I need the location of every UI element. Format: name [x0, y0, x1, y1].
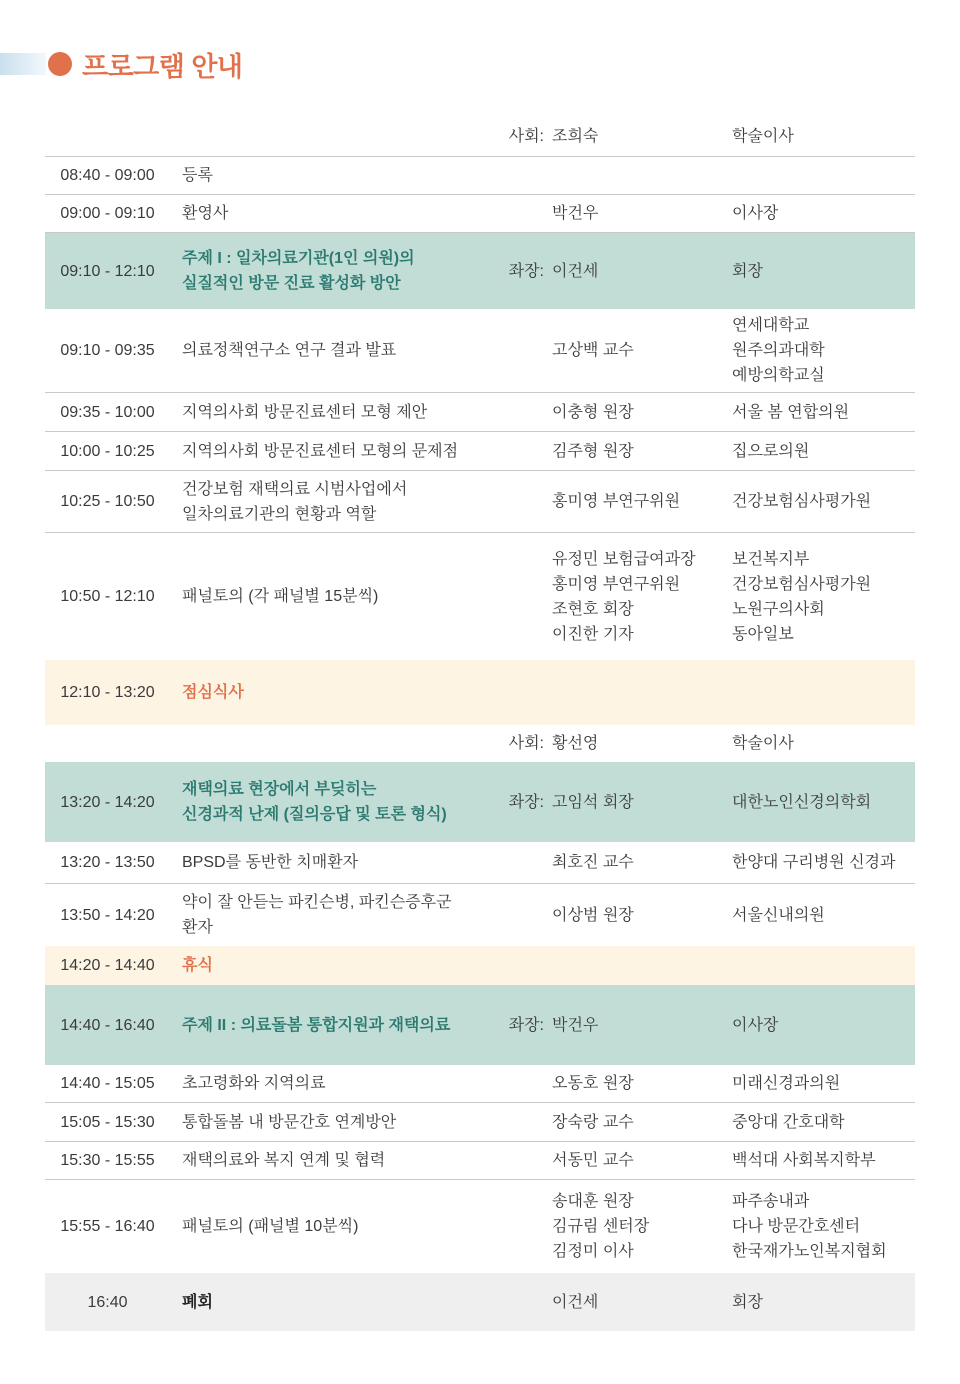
title-cell-text: 일차의료기관의 현황과 역할 — [182, 505, 377, 523]
role-cell-text: 사회: — [508, 128, 544, 145]
affils-cell — [732, 1110, 915, 1135]
time-cell-text: 14:20 - 14:40 — [60, 957, 155, 974]
title-cell — [170, 1013, 497, 1038]
names-cell-text: 박건우 — [552, 205, 599, 222]
names-cell-text: 장숙랑 교수 — [552, 1113, 634, 1131]
time-cell — [45, 1214, 170, 1239]
schedule-row — [45, 1273, 915, 1331]
title-cell-text: 건강보험 재택의료 시범사업에서 — [182, 480, 408, 498]
affils-cell — [732, 489, 915, 514]
title-cell — [170, 890, 497, 940]
schedule-row — [45, 471, 915, 533]
affils-cell-text: 동아일보 — [732, 625, 794, 643]
affils-cell-text: 건강보험심사평가원 — [732, 575, 872, 593]
schedule-row — [45, 1103, 915, 1142]
schedule-row — [45, 1065, 915, 1103]
names-cell — [552, 1189, 732, 1264]
affils-cell-text: 백석대 사회복지학부 — [732, 1152, 876, 1169]
names-cell — [552, 731, 732, 756]
title-cell — [170, 163, 497, 188]
time-cell — [45, 1290, 170, 1315]
affils-cell-text: 서울 봄 연합의원 — [732, 403, 850, 421]
affils-cell — [732, 903, 915, 928]
affils-cell — [732, 1290, 915, 1315]
affils-cell — [732, 731, 915, 756]
role-cell-text: 좌장: — [508, 1016, 544, 1034]
title-cell-text: 통합돌봄 내 방문간호 연계방안 — [182, 1113, 397, 1131]
names-cell-text: 오동호 원장 — [552, 1075, 634, 1092]
schedule-row — [45, 393, 915, 432]
title-cell-text: 신경과적 난제 (질의응답 및 토론 형식) — [182, 806, 447, 823]
affils-cell — [732, 1148, 915, 1173]
time-cell — [45, 400, 170, 425]
affils-cell — [732, 313, 915, 388]
affils-cell-text: 파주송내과 — [732, 1193, 810, 1210]
names-cell-text: 박건우 — [552, 1016, 599, 1034]
role-cell — [497, 1013, 552, 1038]
time-cell-text: 10:00 - 10:25 — [60, 442, 155, 460]
time-cell — [45, 584, 170, 609]
time-cell — [45, 850, 170, 875]
role-cell-text: 사회: — [508, 735, 544, 752]
names-cell-text: 조희숙 — [552, 128, 599, 145]
affils-cell-text: 미래신경과의원 — [732, 1075, 841, 1092]
names-cell — [552, 1148, 732, 1173]
time-cell-text: 14:40 - 16:40 — [60, 1016, 155, 1034]
time-cell-text: 10:25 - 10:50 — [60, 493, 155, 510]
time-cell-text: 13:50 - 14:20 — [60, 906, 155, 924]
names-cell-text: 조현호 회장 — [552, 600, 634, 618]
time-cell — [45, 338, 170, 363]
time-cell-text: 09:10 - 09:35 — [60, 342, 155, 359]
affils-cell-text: 회장 — [732, 1293, 763, 1311]
affils-cell — [732, 400, 915, 425]
affils-cell — [732, 201, 915, 226]
names-cell — [552, 259, 732, 284]
affils-cell-text: 서울신내의원 — [732, 906, 825, 924]
names-cell-text: 이진한 기자 — [552, 625, 634, 643]
time-cell-text: 13:20 - 13:50 — [60, 854, 155, 871]
names-cell — [552, 1013, 732, 1038]
names-cell-text: 고상백 교수 — [552, 342, 634, 359]
schedule-row — [45, 1142, 915, 1180]
names-cell — [552, 903, 732, 928]
time-cell — [45, 1013, 170, 1038]
title-cell-text: 휴식 — [182, 957, 213, 974]
time-cell-text: 08:40 - 09:00 — [60, 167, 155, 184]
affils-cell-text: 보건복지부 — [732, 550, 810, 568]
schedule-row — [45, 233, 915, 309]
time-cell-text: 09:35 - 10:00 — [60, 403, 155, 421]
schedule-row — [45, 762, 915, 842]
time-cell-text: 16:40 — [87, 1293, 128, 1311]
title-cell-text: 환영사 — [182, 205, 229, 222]
affils-cell-text: 중앙대 간호대학 — [732, 1113, 845, 1131]
schedule-row — [45, 117, 915, 157]
schedule-row — [45, 660, 915, 725]
time-cell — [45, 201, 170, 226]
title-cell-text: 지역의사회 방문진료센터 모형의 문제점 — [182, 442, 459, 460]
title-cell — [170, 777, 497, 827]
affils-cell — [732, 439, 915, 464]
time-cell-text: 13:20 - 14:20 — [60, 793, 155, 811]
time-cell — [45, 680, 170, 705]
affils-cell-text: 대한노인신경의학회 — [732, 793, 872, 811]
time-cell — [45, 439, 170, 464]
time-cell — [45, 903, 170, 928]
title-cell — [170, 1290, 497, 1315]
names-cell-text: 황선영 — [552, 735, 599, 752]
names-cell — [552, 338, 732, 363]
role-cell — [497, 124, 552, 149]
affils-cell-text: 학술이사 — [732, 735, 794, 752]
time-cell — [45, 1110, 170, 1135]
title-cell-text: 패널토의 (패널별 10분씩) — [182, 1218, 359, 1235]
affils-cell — [732, 790, 915, 815]
title-cell-text: 지역의사회 방문진료센터 모형 제안 — [182, 403, 428, 421]
title-cell — [170, 246, 497, 296]
schedule-row — [45, 725, 915, 762]
names-cell-text: 이건세 — [552, 262, 599, 280]
role-cell — [497, 731, 552, 756]
title-cell — [170, 1214, 497, 1239]
title-cell-text: 등록 — [182, 167, 213, 184]
names-cell — [552, 439, 732, 464]
role-cell — [497, 259, 552, 284]
schedule-row — [45, 985, 915, 1065]
names-cell — [552, 489, 732, 514]
names-cell-text: 이충형 원장 — [552, 403, 634, 421]
affils-cell-text: 집으로의원 — [732, 442, 810, 460]
schedule-row — [45, 157, 915, 195]
affils-cell-text: 건강보험심사평가원 — [732, 493, 872, 510]
page-title: 프로그램 안내 — [82, 51, 243, 82]
names-cell — [552, 850, 732, 875]
schedule-table — [45, 117, 915, 1331]
title-cell — [170, 338, 497, 363]
names-cell-text: 서동민 교수 — [552, 1152, 634, 1169]
title-cell-text: 패널토의 (각 패널별 15분씩) — [182, 588, 379, 605]
title-cell-text: 주제 II : 의료돌봄 통합지원과 재택의료 — [182, 1016, 451, 1034]
title-cell-text: 의료정책연구소 연구 결과 발표 — [182, 342, 397, 359]
title-cell-text: 재택의료와 복지 연계 및 협력 — [182, 1152, 386, 1169]
role-cell-text: 좌장: — [508, 262, 544, 280]
role-cell-text: 좌장: — [508, 793, 544, 811]
schedule-row — [45, 533, 915, 660]
bullet-dot-icon — [48, 52, 72, 76]
time-cell-text: 15:30 - 15:55 — [60, 1152, 155, 1169]
names-cell — [552, 1290, 732, 1315]
schedule-row — [45, 195, 915, 233]
time-cell — [45, 1071, 170, 1096]
schedule-row — [45, 309, 915, 393]
page-header — [0, 48, 243, 80]
names-cell-text: 김규림 센터장 — [552, 1218, 650, 1235]
affils-cell-text: 회장 — [732, 262, 763, 280]
names-cell-text: 송대훈 원장 — [552, 1193, 634, 1210]
title-cell-text: 약이 잘 안듣는 파킨슨병, 파킨슨증후군 — [182, 894, 452, 911]
affils-cell-text: 한국재가노인복지협회 — [732, 1243, 887, 1260]
time-cell — [45, 163, 170, 188]
names-cell — [552, 790, 732, 815]
affils-cell-text: 이사장 — [732, 205, 779, 222]
time-cell — [45, 953, 170, 978]
header-gradient-bar — [0, 53, 46, 75]
schedule-row — [45, 1180, 915, 1273]
affils-cell — [732, 1013, 915, 1038]
title-cell-text: 재택의료 현장에서 부딪히는 — [182, 781, 377, 798]
title-cell — [170, 584, 497, 609]
title-cell-text: 주제 I : 일차의료기관(1인 의원)의 — [182, 250, 415, 267]
title-cell — [170, 477, 497, 527]
names-cell-text: 고임석 회장 — [552, 793, 634, 811]
affils-cell-text: 이사장 — [732, 1016, 779, 1034]
affils-cell-text: 예방의학교실 — [732, 367, 825, 384]
time-cell — [45, 790, 170, 815]
title-cell — [170, 1148, 497, 1173]
names-cell-text: 김주형 원장 — [552, 442, 634, 460]
schedule-row — [45, 432, 915, 471]
affils-cell-text: 원주의과대학 — [732, 342, 825, 359]
schedule-row — [45, 884, 915, 946]
title-cell — [170, 201, 497, 226]
time-cell — [45, 489, 170, 514]
title-cell-text: 초고령화와 지역의료 — [182, 1075, 326, 1092]
time-cell-text: 12:10 - 13:20 — [60, 684, 155, 701]
time-cell-text: 14:40 - 15:05 — [60, 1075, 155, 1092]
names-cell-text: 이건세 — [552, 1293, 599, 1311]
time-cell — [45, 1148, 170, 1173]
schedule-row — [45, 946, 915, 985]
title-cell — [170, 1071, 497, 1096]
names-cell-text: 유정민 보험급여과장 — [552, 550, 696, 568]
names-cell — [552, 400, 732, 425]
title-cell — [170, 439, 497, 464]
affils-cell-text: 학술이사 — [732, 128, 794, 145]
time-cell-text: 09:10 - 12:10 — [60, 262, 155, 280]
affils-cell-text: 다나 방문간호센터 — [732, 1218, 861, 1235]
title-cell — [170, 1110, 497, 1135]
title-cell — [170, 953, 497, 978]
names-cell-text: 홍미영 부연구위원 — [552, 575, 681, 593]
schedule-row — [45, 842, 915, 884]
role-cell — [497, 790, 552, 815]
names-cell-text: 김정미 이사 — [552, 1243, 634, 1260]
title-cell-text: BPSD를 동반한 치매환자 — [182, 854, 359, 871]
names-cell-text: 최호진 교수 — [552, 854, 634, 871]
time-cell-text: 15:55 - 16:40 — [60, 1218, 155, 1235]
names-cell-text: 이상범 원장 — [552, 906, 634, 924]
names-cell — [552, 1110, 732, 1135]
affils-cell — [732, 259, 915, 284]
affils-cell — [732, 1189, 915, 1264]
affils-cell — [732, 1071, 915, 1096]
affils-cell-text: 한양대 구리병원 신경과 — [732, 854, 896, 871]
title-cell-text: 실질적인 방문 진료 활성화 방안 — [182, 275, 401, 292]
time-cell-text: 09:00 - 09:10 — [60, 205, 155, 222]
title-cell-text: 폐회 — [182, 1293, 213, 1311]
title-cell — [170, 850, 497, 875]
names-cell — [552, 1071, 732, 1096]
names-cell — [552, 201, 732, 226]
names-cell-text: 홍미영 부연구위원 — [552, 493, 681, 510]
time-cell-text: 10:50 - 12:10 — [60, 588, 155, 605]
time-cell — [45, 259, 170, 284]
title-cell — [170, 680, 497, 705]
names-cell — [552, 124, 732, 149]
affils-cell — [732, 124, 915, 149]
title-cell — [170, 400, 497, 425]
affils-cell — [732, 547, 915, 647]
affils-cell-text: 노원구의사회 — [732, 600, 825, 618]
title-cell-text: 환자 — [182, 919, 213, 936]
affils-cell-text: 연세대학교 — [732, 317, 810, 334]
affils-cell — [732, 850, 915, 875]
title-cell-text: 점심식사 — [182, 684, 244, 701]
names-cell — [552, 547, 732, 647]
time-cell-text: 15:05 - 15:30 — [60, 1113, 155, 1131]
